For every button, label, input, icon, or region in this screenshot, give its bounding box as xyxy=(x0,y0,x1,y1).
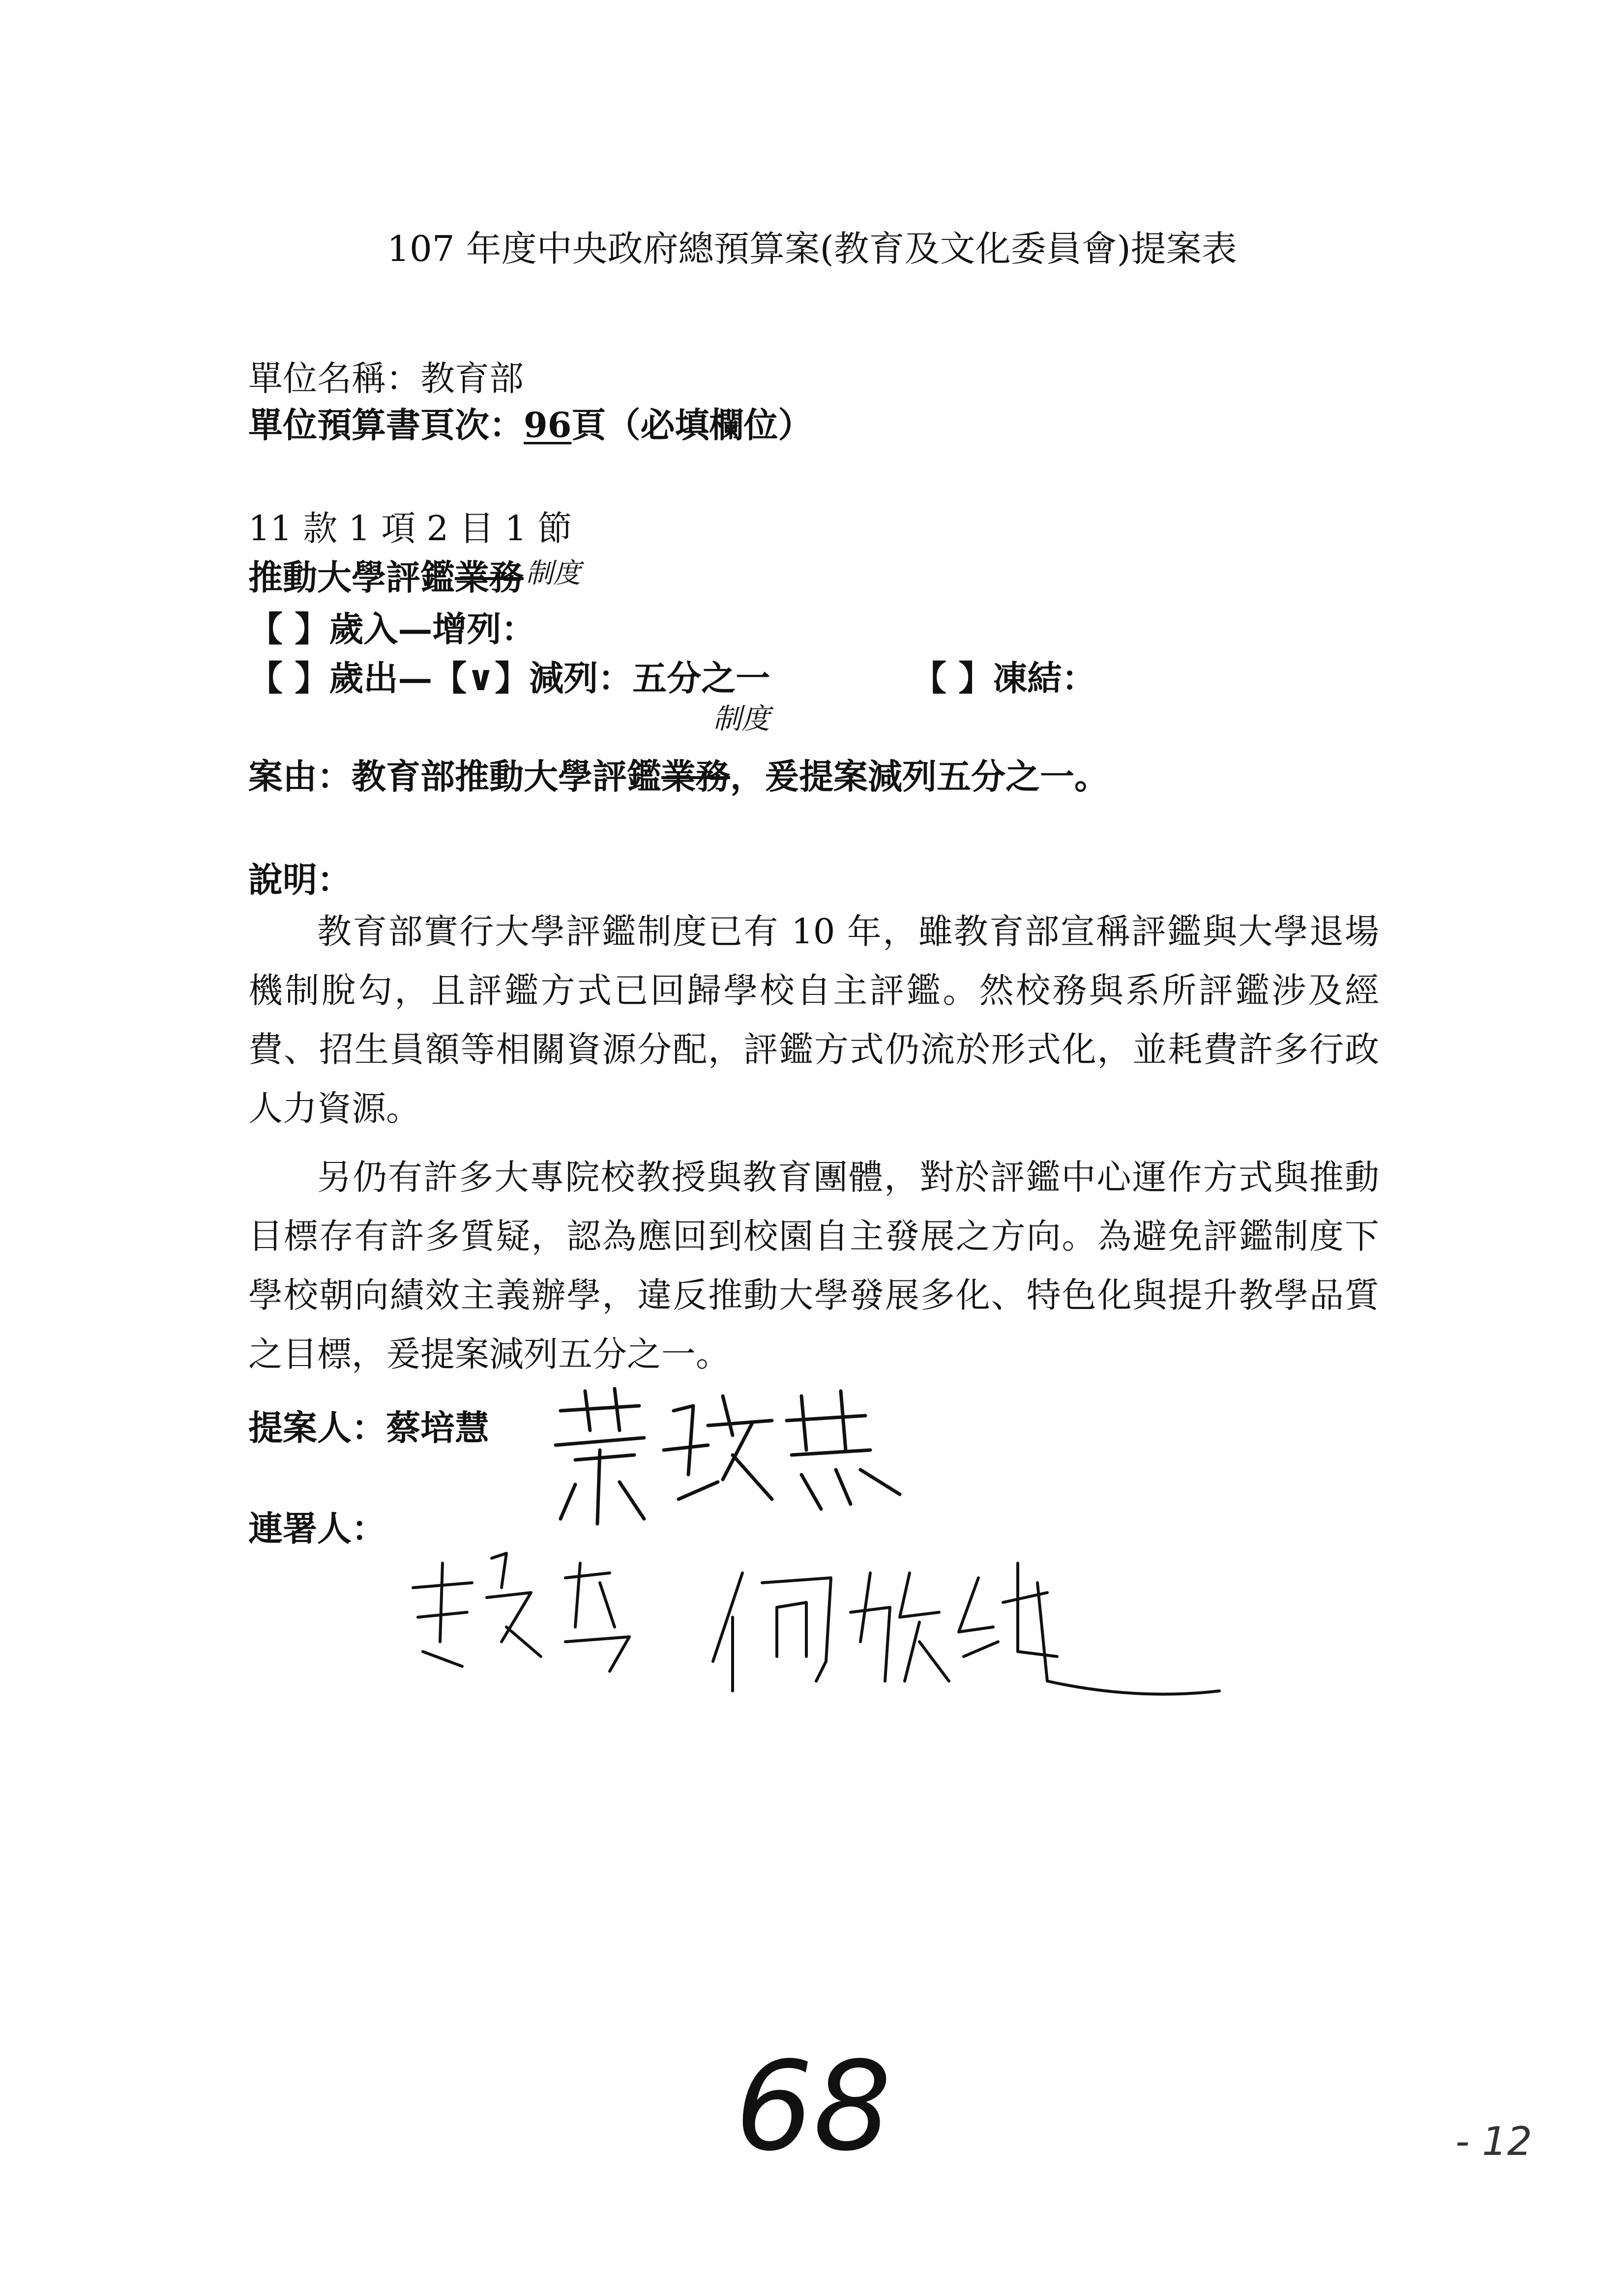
explanation-paragraph-1: 教育部實行大學評鑑制度已有 10 年，雖教育部宣稱評鑑與大學退場機制脫勾，且評鑑方式已回歸學校自主評鑑。然校務與系所評鑑涉及經費、招生員額等相關資源分配，評鑑方式仍流於形式化，並耗費許多行政人力資源。 xyxy=(248,911,1379,1129)
explanation-paragraph-2: 另仍有許多大專院校教授與教育團體，對於評鑑中心運作方式與推動目標存有許多質疑，認為應回到校園自主發展之方向。為避免評鑑制度下學校朝向績效主義辦學，違反推動大學發展多化、特色化與提升教學品質之目標，爰提案減列五分之一。 xyxy=(248,1157,1379,1374)
expense-line xyxy=(248,658,770,698)
reason-handwritten-insert: 制度 xyxy=(713,702,770,735)
reason-row xyxy=(248,756,1109,797)
reason-suffix: ，爰提案減列五分之一。 xyxy=(730,756,1109,797)
expense-line-text: 【 】歲出—【∨】減列：五分之一 xyxy=(248,658,770,698)
reason-struck: 業務 xyxy=(661,756,730,797)
revenue-line: 【 】歲入—增列： xyxy=(248,609,536,649)
reason-prefix: 教育部推動大學評鑑 xyxy=(352,756,661,797)
proposer-row xyxy=(248,1407,489,1448)
cosigner-2-signature xyxy=(703,1543,1229,1711)
document-title: 107 年度中央政府總預算案(教育及文化委員會)提案表 xyxy=(387,228,1237,269)
budget-page-label: 單位預算書頁次： xyxy=(248,405,524,445)
explanation-label: 說明： xyxy=(248,859,352,900)
budget-page-suffix: 頁（必填欄位） xyxy=(571,405,813,445)
section-code: 11 款 1 項 2 目 1 節 xyxy=(248,508,572,549)
budget-page-value: 96 xyxy=(524,405,572,445)
item-title-struck: 業務 xyxy=(455,557,524,598)
reason-label: 案由： xyxy=(248,756,352,797)
cosigner-label: 連署人： xyxy=(248,1508,386,1549)
handwritten-page-number: 68 xyxy=(735,2035,892,2178)
freeze-line: 【 】凍結： xyxy=(912,658,1096,698)
corner-note: - 12 xyxy=(1455,2119,1533,2164)
cosigner-1-signature xyxy=(403,1543,659,1681)
budget-page-row xyxy=(248,405,813,445)
proposer-signature xyxy=(546,1376,919,1539)
proposer-label: 提案人： xyxy=(248,1407,386,1448)
item-title-row xyxy=(248,557,581,598)
unit-name-value: 教育部 xyxy=(420,358,524,399)
unit-name-label: 單位名稱： xyxy=(248,358,420,399)
item-title-prefix: 推動大學評鑑 xyxy=(248,557,455,598)
proposer-name: 蔡培慧 xyxy=(386,1407,489,1448)
unit-name-row xyxy=(248,358,524,399)
item-title-handwritten-insert: 制度 xyxy=(526,557,581,589)
